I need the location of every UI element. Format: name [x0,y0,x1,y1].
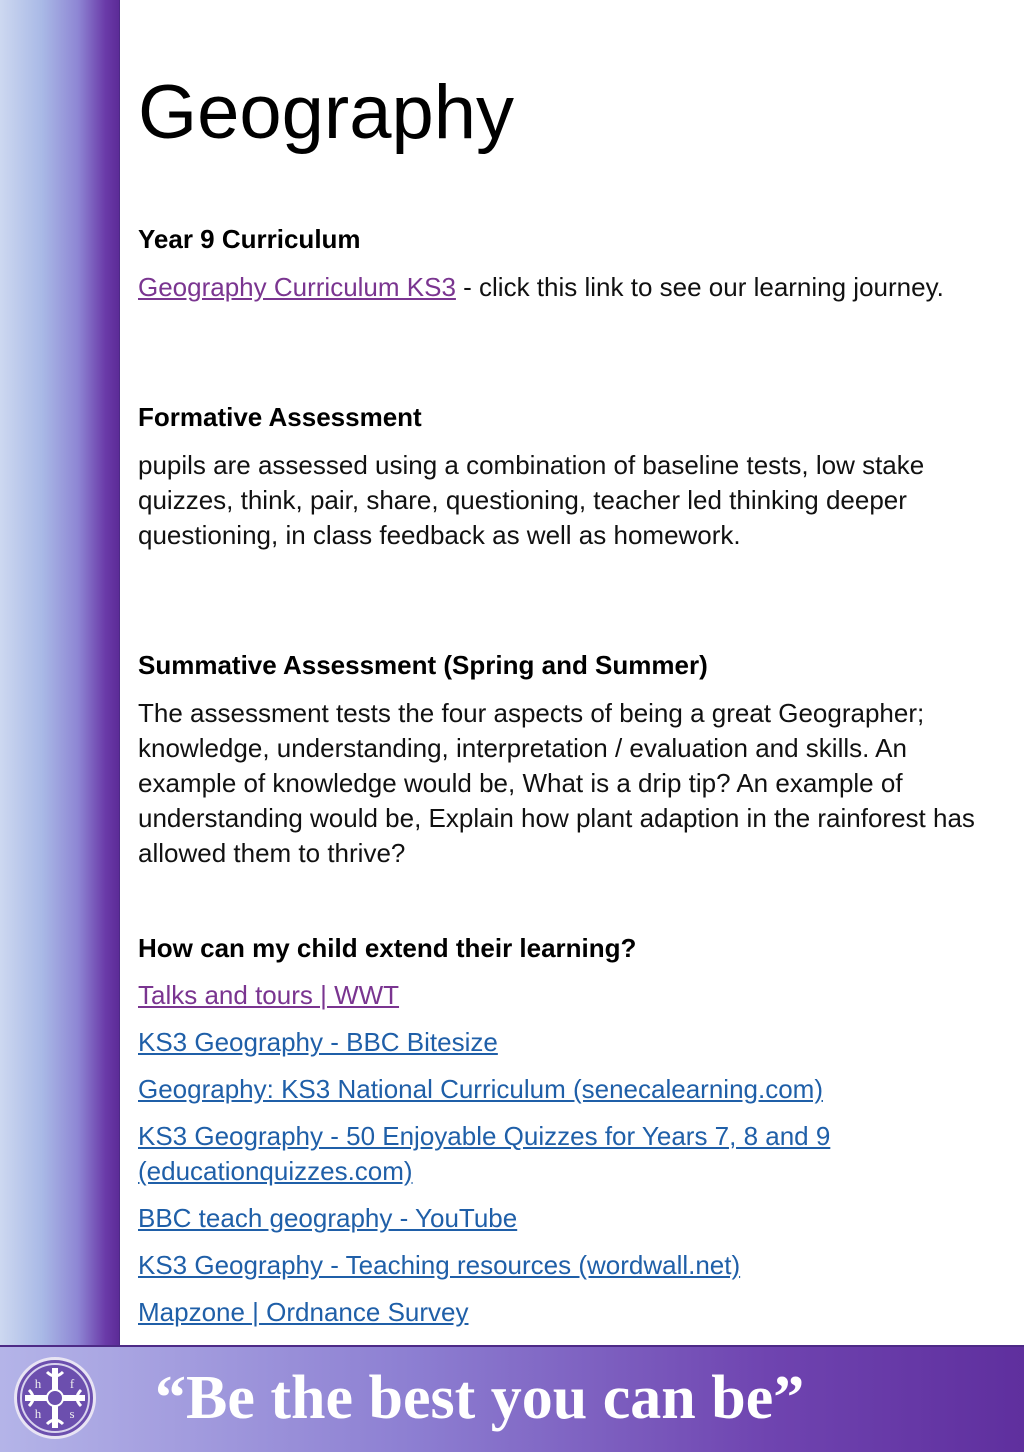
curriculum-heading: Year 9 Curriculum [138,224,361,254]
link-education-quizzes[interactable]: KS3 Geography - 50 Enjoyable Quizzes for Years 7, 8 and 9 (educationquizzes.com) [138,1121,831,1186]
curriculum-link[interactable]: Geography Curriculum KS3 [138,272,456,302]
svg-text:s: s [69,1406,75,1421]
school-crest-icon [14,1357,96,1439]
link-bbc-bitesize[interactable]: KS3 Geography - BBC Bitesize [138,1027,498,1057]
summative-heading: Summative Assessment (Spring and Summer) [138,650,708,680]
link-wordwall[interactable]: KS3 Geography - Teaching resources (wordwall.net) [138,1250,741,1280]
link-seneca[interactable]: Geography: KS3 National Curriculum (senecalearning.com) [138,1074,823,1104]
footer-banner [0,1345,1024,1452]
svg-text:h: h [34,1406,42,1421]
school-crest-graphic [17,1360,93,1436]
extend-heading: How can my child extend their learning? [138,933,637,963]
curriculum-paragraph [138,270,998,305]
link-wwt[interactable]: Talks and tours | WWT [138,980,400,1010]
page-title: Geography [138,70,515,155]
formative-body: pupils are assessed using a combination of baseline tests, low stake quizzes, think, pair, share, questioning, teacher led thinking deeper questioning, in class feedback as well as homework. [138,450,925,550]
link-bbc-teach-youtube[interactable]: BBC teach geography - YouTube [138,1203,518,1233]
summative-body: The assessment tests the four aspects of being a great Geographer; knowledge, understanding, interpretation / evaluation and skills. An example of knowledge would be, What is a drip tip? An example of understanding would be, Explain how plant adaption in the rainforest has allowed them to thrive? [138,698,975,868]
school-motto: “Be the best you can be” [155,1364,805,1432]
formative-heading: Formative Assessment [138,402,422,432]
curriculum-link-suffix: - click this link to see our learning journey. [455,272,944,302]
footer-divider [0,1345,1024,1347]
link-mapzone[interactable]: Mapzone | Ordnance Survey [138,1297,469,1327]
left-sidebar-band [0,0,120,1345]
svg-text:h: h [34,1376,42,1391]
svg-text:f: f [69,1376,75,1391]
sidebar-divider [119,0,120,1345]
